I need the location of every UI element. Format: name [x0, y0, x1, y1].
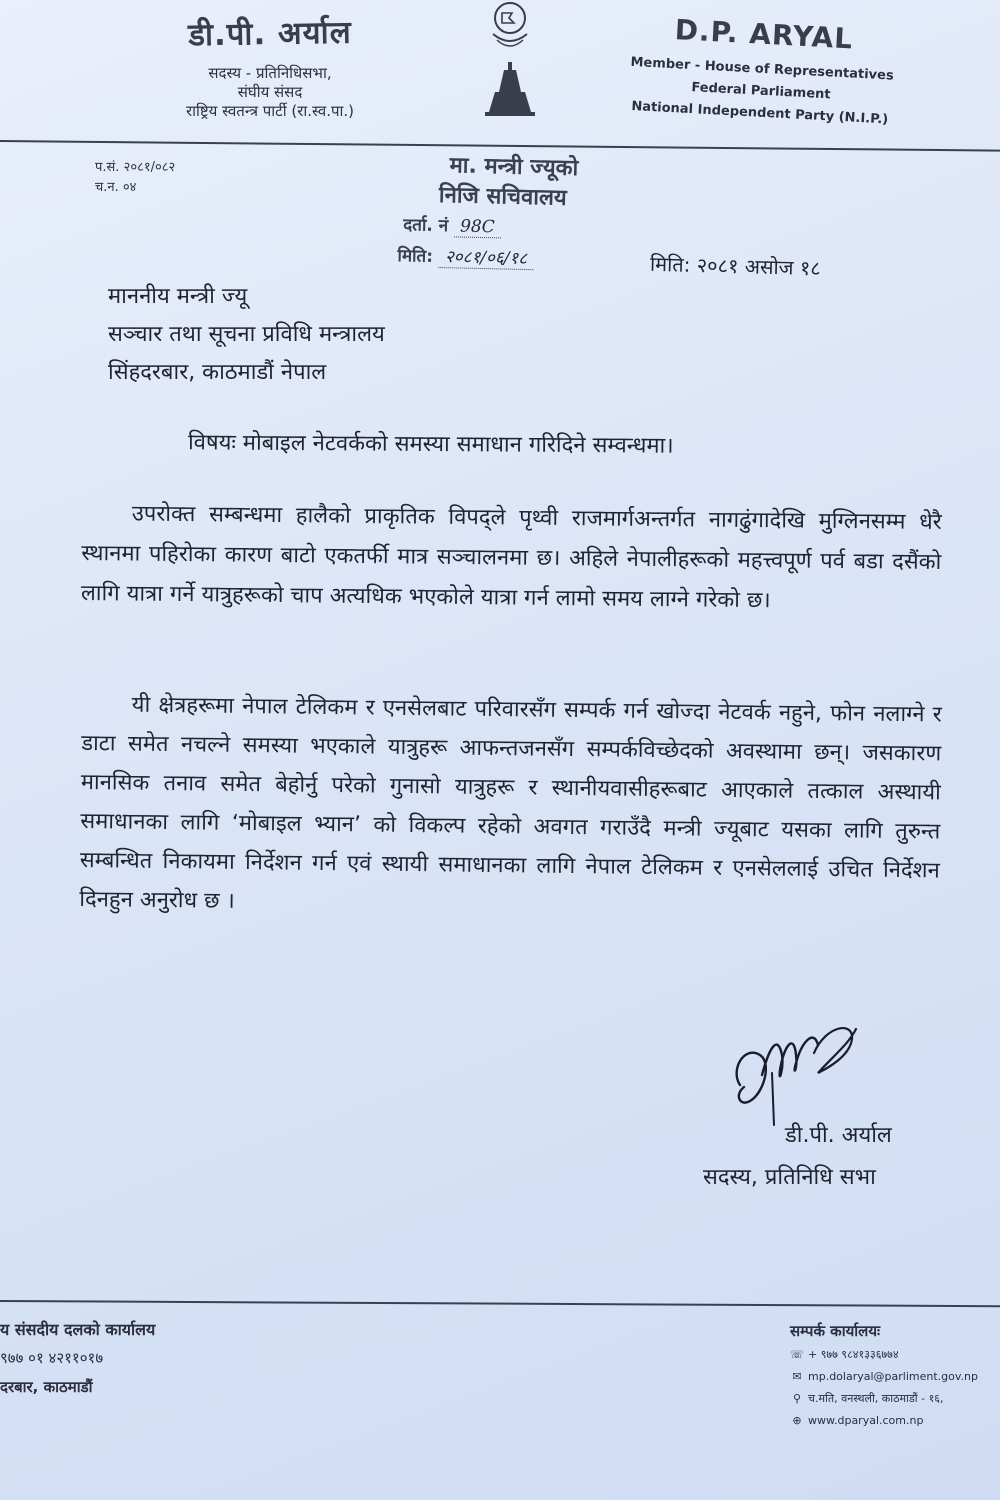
footer-right [790, 1318, 1000, 1432]
footer-web: www.dparyal.com.np [808, 1414, 924, 1427]
footer-web-row [790, 1410, 1000, 1432]
stamp-ministry-line: मा. मन्त्री ज्यूको [449, 153, 579, 182]
letter-subject: विषयः मोबाइल नेटवर्कको समस्या समाधान गरिदिने सम्वन्धमा। [187, 430, 674, 459]
sender-party-nepali: राष्ट्रिय स्वतन्त्र पार्टी (रा.स्व.पा.) [185, 102, 354, 120]
signer-name: डी.पी. अर्याल [785, 1123, 892, 1148]
footer-office-name: य संसदीय दलको कार्यालय [0, 1320, 156, 1339]
stamp-secretariat-line: निजि सचिवालय [438, 183, 567, 211]
signer-title: सदस्य, प्रतिनिधि सभा [703, 1165, 876, 1190]
dispatch-number: च.न. ०४ [95, 180, 137, 195]
letter-date [650, 250, 821, 281]
letter-date-label: मिति: [649, 251, 691, 277]
footer-left [0, 1315, 155, 1402]
body-paragraph-1-text: उपरोक्त सम्बन्धमा हालैको प्राकृतिक विपद्ले पृथ्वी राजमार्गअन्तर्गत नागढुंगादेखि मुग्लिनसम्म धेरै स्थानमा पहिरोका कारण बाटो एकतर्फी मात्र सञ्चालनमा छ। अहिले नेपालीहरूको महत्त्वपूर्ण पर्व बडा दसैंको लागि यात्रा गर्ने यात्रुहरूको चाप अत्यधिक भएकोले यात्रा गर्न लामो समय लाग्ने गरेको छ। [80, 501, 942, 614]
addressee-ministry: सञ्चार तथा सूचना प्रविधि मन्त्रालय [108, 322, 385, 347]
sender-role-english: Member - House of Representatives [630, 54, 895, 84]
phone-icon: ☏ [790, 1348, 804, 1361]
reference-numbers [95, 158, 175, 198]
footer-divider [0, 1300, 1000, 1307]
footer-email-row [790, 1366, 1000, 1388]
body-paragraph-2-text: यी क्षेत्रहरूमा नेपाल टेलिकम र एनसेलबाट परिवारसँग सम्पर्क गर्न खोज्दा नेटवर्क नहुने, फोन नलाग्ने र डाटा समेत नचल्ने समस्या भएकाले यात्रुहरू आफन्तजनसँग सम्पर्कविच्छेदको अवस्थामा छन्। जसकारण मानसिक तनाव समेत बेहोर्नु परेको गुनासो यात्रुहरू र स्थानीयवासीहरूबाट आएकाले तत्काल अस्थायी समाधानका लागि ‘मोबाइल भ्यान’ को विकल्प रहेको अवगत गराउँदै मन्त्री ज्यूबाट यसका लागि तुरुन्त सम्बन्धित निकायमा निर्देशन गर्न एवं स्थायी समाधानका लागि नेपाल टेलिकम र एनसेललाई उचित निर्देशन दिनहुन अनुरोध छ । [79, 692, 942, 914]
party-logo-icon [475, 0, 545, 125]
stamp-darta-label: दर्ता. नं [403, 215, 449, 237]
email-icon: ✉ [792, 1370, 802, 1383]
letter-number: प.सं. २०८१/०८२ [95, 160, 176, 175]
location-icon: ⚲ [792, 1392, 802, 1405]
addressee-location: सिंहदरबार, काठमाडौं नेपाल [108, 360, 327, 385]
sender-house-english: Federal Parliament [690, 80, 831, 103]
sender-role-nepali: सदस्य - प्रतिनिधिसभा, [208, 64, 332, 82]
sender-name-nepali: डी.पी. अर्याल [188, 14, 352, 54]
footer-contact-heading: सम्पर्क कार्यालयः [790, 1322, 881, 1340]
body-paragraph-2 [79, 685, 942, 929]
stamp-date-value: २०८१/०६/१८ [439, 247, 534, 270]
body-paragraph-1 [81, 494, 942, 623]
stamp-date-row [397, 243, 692, 273]
stamp-darta-value: 98C [454, 216, 501, 238]
stamp-registration-row [403, 212, 693, 242]
header-left [120, 12, 420, 121]
footer-address-row [790, 1388, 1000, 1410]
signer-block [703, 1115, 892, 1199]
footer-office-phone: ९७७ ०१ ४२११०१७ [0, 1349, 104, 1367]
footer-address: च.मति, वनस्थली, काठमाडौं - १६, [808, 1392, 944, 1405]
sender-party-english: National Independent Party (N.I.P.) [631, 99, 889, 128]
sender-name-english: D.P. ARYAL [673, 13, 854, 56]
addressee-title: माननीय मन्त्री ज्यू [108, 284, 248, 309]
letter-date-value: २०८१ असोज १८ [696, 252, 822, 281]
footer-office-address: दरबार, काठमाडौं [0, 1378, 93, 1396]
stamp-date-label: मिति: [397, 246, 434, 267]
header-right [609, 10, 914, 133]
footer-phone: + ९७७ ९८४१३३६७७४ [808, 1348, 899, 1361]
footer-phone-row [790, 1344, 1000, 1366]
footer-email: mp.dolaryal@parliment.gov.np [808, 1370, 978, 1383]
web-icon: ⊕ [792, 1414, 802, 1427]
addressee-block [108, 278, 385, 392]
sender-house-nepali: संघीय संसद [237, 83, 303, 101]
